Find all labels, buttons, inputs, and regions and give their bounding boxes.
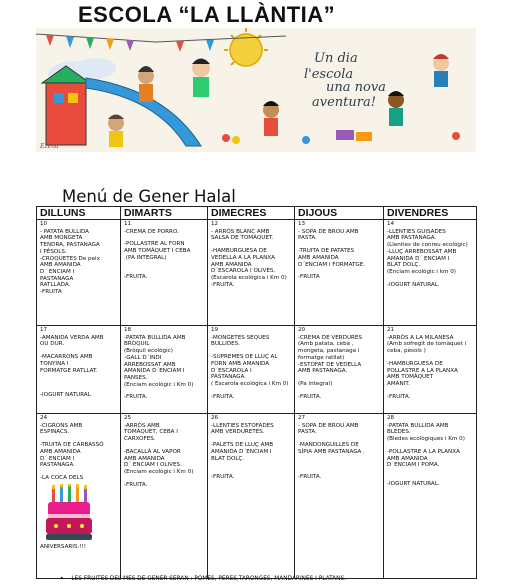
cell-date: 27 (298, 415, 306, 421)
banner-handwriting-line: una nova (326, 80, 386, 95)
dish-line: D´ESCAROLA I (211, 367, 252, 374)
dish-line: -MACARRONS AMB (40, 354, 93, 361)
menu-cell (295, 414, 384, 579)
birthday-cake-icon (46, 484, 92, 542)
menu-cell (295, 220, 384, 326)
dish-line: -FRUITA. (124, 394, 148, 401)
banner-handwriting-line: aventura! (312, 95, 376, 110)
dish-line: PASTANAGA. (211, 374, 246, 381)
dish-line: -FRUITA. (211, 474, 235, 481)
dish-line: AMB AMANIDA (211, 261, 252, 268)
table-row (37, 220, 477, 326)
dish-line: BLAT DOLÇ. (387, 262, 421, 269)
dish-line: - SOPA DE BROU AMB (298, 422, 359, 429)
dish-line: AMB MONGETA (40, 235, 83, 242)
cell-date: 17 (40, 327, 48, 333)
dish-line: PASTA. (298, 235, 317, 242)
dish-line: -FRUITA. (298, 393, 322, 400)
day-header: DIJOUS (295, 207, 384, 220)
menu-cell (384, 414, 477, 579)
school-banner-illustration (36, 28, 476, 152)
cell-date: 12 (211, 221, 219, 227)
dish-line: SALSA DE TOMÀQUET. (211, 235, 274, 242)
dish-line: AMB AMANIDA (40, 448, 81, 455)
dish-line: -GALL D´INDI (124, 354, 162, 361)
dish-line: AMB AMANIDA (40, 262, 81, 269)
dish-line: -FRUITA. (211, 281, 235, 288)
dish-line: PASTANAGA. (40, 462, 75, 469)
dish-line: AMB TOMÀQUET I CEBA (124, 248, 191, 255)
dish-line: PANSES. (124, 374, 148, 381)
dish-line: BRÒQUIL (124, 341, 150, 348)
menu-cell (208, 414, 295, 579)
cell-date: 28 (387, 415, 395, 421)
dish-line: formatge ratllat) (298, 354, 345, 361)
menu-cell (121, 220, 208, 326)
dish-line: AMB AMANIDA (298, 254, 339, 261)
cell-date: 11 (124, 221, 132, 227)
dish-line: -FRUITA. (211, 393, 235, 400)
dish-line: AMB VERDURETES. (211, 429, 265, 436)
dish-line: -HAMBURGUESA DE (387, 360, 443, 367)
cell-date: 20 (298, 327, 306, 333)
weekly-menu-table (36, 206, 477, 579)
dish-line: mongeta, pastanaga i (298, 348, 360, 355)
footer-note (60, 576, 346, 582)
dish-line: -FRUITA. (124, 481, 148, 488)
dish-line: ESPINACS. (40, 429, 70, 436)
cell-date: 24 (40, 415, 48, 421)
dish-line: -ARRÒS A LA MILANESA (387, 334, 454, 341)
dish-line: D´ ENCIAM I OLIVES. (124, 462, 182, 469)
dish-line: -TRUITA DE PATATES (298, 248, 355, 255)
dish-line: -MONGETES SEQUES (211, 334, 270, 341)
dish-line: - PATATA BULLIDA (40, 228, 90, 235)
dish-line: BLAT DOLÇ. (211, 455, 245, 462)
dish-line: D´ENCIAM I POMA. (387, 462, 440, 469)
dish-line: (Pa integral) (298, 380, 333, 387)
day-header: DIMECRES (208, 207, 295, 220)
menu-cell (121, 326, 208, 414)
dish-line: TONYINA I (40, 360, 69, 367)
menu-body (37, 220, 477, 579)
cell-date: 25 (124, 415, 132, 421)
dish-line: OU DUR. (40, 341, 65, 348)
dish-line: AMB PASTANAGA. (387, 235, 437, 242)
school-title: ESCOLA “LA LLÀNTIA” (78, 2, 336, 27)
dish-line: TENDRA, PASTANAGA (40, 242, 100, 249)
dish-line: (Amb sofregit de tomàquet i (387, 341, 467, 348)
dish-line: D´ ENCIAM I (40, 455, 75, 462)
dish-line: PASTANAGA (40, 275, 74, 282)
dish-line: -IOGURT NATURAL. (387, 480, 440, 487)
banner-handwriting-line: l'escola (304, 67, 354, 82)
dish-line: -PATATA BULLIDA AMB (124, 334, 186, 341)
day-header: DIMARTS (121, 207, 208, 220)
dish-line: -CREMA DE PORRO. (124, 228, 179, 235)
banner-signature: Ezena (40, 143, 59, 150)
dish-line: (Enciam ecològic i Km 0) (124, 468, 194, 475)
dish-line: (Bròquil ecològic) (124, 348, 173, 355)
dish-line: POLLASTRE A LA PLANXA (387, 367, 458, 374)
bullet-icon: • (60, 576, 64, 582)
dish-line: ARREBOSSAT AMB (124, 361, 176, 368)
cell-date: 18 (124, 327, 132, 333)
menu-cell (384, 326, 477, 414)
dish-line: -POLLASTRE AL FORN (124, 241, 185, 248)
dish-line: D´ESCAROLA I OLIVES. (211, 268, 276, 275)
cell-date: 26 (211, 415, 219, 421)
dish-line: -POLLASTRE A LA PLANXA (387, 448, 460, 455)
dish-line: -LLENTIES GUISADES (387, 228, 446, 235)
dish-line: -IOGURT NATURAL. (387, 281, 440, 288)
dish-line: -LLENTIES ESTOFADES (211, 422, 274, 429)
dish-line: RATLLADA. (40, 282, 71, 289)
dish-line: AMB AMANIDA (387, 455, 428, 462)
dish-line: -TRUITA DE CARBASSÓ (40, 442, 104, 449)
dish-line: ( Escarola ecològica i Km 0) (211, 380, 289, 387)
dish-line: BLEDES. (387, 429, 411, 436)
dish-line: D´ENCIAM I FORMATGE. (298, 261, 366, 268)
menu-cell (37, 414, 121, 579)
dish-line: -FRUITA. (124, 273, 148, 280)
dish-line: -BACALLÀ AL VAPOR (124, 448, 181, 455)
dish-line: (Bledes ecològiques i Km 0) (387, 436, 465, 443)
dish-line: (Escarola ecològica i Km 0) (211, 274, 287, 281)
menu-title: Menú de Gener Halal (62, 187, 236, 206)
dish-line: AMANIDA D´ENCIAM I (124, 368, 185, 375)
dish-line: -PATATA BULLIDA AMB (387, 422, 449, 429)
dish-line: -ARRÒS AMB (124, 422, 160, 429)
dish-line: I PÈSOLS. (40, 248, 67, 255)
dish-line: CARXOFES. (124, 436, 156, 443)
dish-line: FORMATGE RATLLAT. (40, 367, 98, 374)
dish-line: AMANIDA D´ENCIAM I (211, 448, 272, 455)
dish-line: D´ ENCIAM I (40, 268, 75, 275)
cell-date: 19 (211, 327, 219, 333)
dish-line: VEDELLA A LA PLANXA (211, 254, 275, 261)
dish-line: FORN AMB AMANIDA (211, 360, 270, 367)
menu-cell (208, 326, 295, 414)
menu-cell (208, 220, 295, 326)
dish-line: -CREMA DE VERDURES (298, 334, 363, 341)
table-row (37, 414, 477, 579)
dish-line: -FRUITA (298, 274, 320, 281)
menu-cell (295, 326, 384, 414)
menu-cell (121, 414, 208, 579)
dish-line: (Enciam ecològic i km 0) (387, 268, 456, 275)
dish-line: AMB TOMÀQUET (387, 374, 434, 381)
dish-line: (Amb patata, ceba , (298, 341, 354, 348)
menu-cell (37, 220, 121, 326)
dish-line: -PALETS DE LLUÇ AMB (211, 442, 274, 449)
cell-date: 14 (387, 221, 395, 227)
dish-line: AMB PASTANAGA. (298, 368, 348, 375)
dish-line: -HAMBURGUESA DE (211, 248, 267, 255)
dish-line: PASTA. (298, 429, 317, 436)
table-header-row (37, 207, 477, 220)
dish-line: -LLUÇ ARREBOSSAT AMB (387, 248, 457, 255)
dish-line: BULLIDES. (211, 341, 240, 348)
dish-line: -IOGURT NATURAL (40, 392, 91, 399)
cell-date: 13 (298, 221, 306, 227)
dish-line: -ESTOFAT DE VEDELLA (298, 361, 362, 368)
dish-line: -LA COCA DELS (40, 474, 84, 481)
dish-line: TOMÀQUET, CEBA I (124, 429, 178, 436)
dish-line: AMANIT. (387, 380, 410, 387)
day-header: DILLUNS (37, 207, 121, 220)
menu-cell (384, 220, 477, 326)
footer-text: LES FRUITES DEL MES DE GENER SERAN : POMES, PERES,TARONGES, MANDARINES I PLATANS. (71, 576, 347, 582)
menu-cell (37, 326, 121, 414)
dish-line: AMANIDA D´ ENCIAM I (387, 255, 450, 262)
dish-line: -FRUITA. (298, 473, 322, 480)
dish-line: ANIVERSARIS.!!! (40, 543, 86, 550)
dish-line: -MANDONGUILLES DE (298, 442, 359, 449)
banner-handwriting-line: Un dia (314, 51, 358, 66)
dish-line: AMB AMANIDA (124, 455, 165, 462)
dish-line: -FRUITA (40, 289, 62, 296)
dish-line: -CROQUETES De peix (40, 255, 100, 262)
cell-date: 10 (40, 221, 48, 227)
dish-line: (Enciam ecològic i Km 0) (124, 381, 194, 388)
dish-line: -AMANIDA VERDA AMB (40, 334, 104, 341)
dish-line: - ARRÒS BLANC AMB (211, 228, 270, 235)
dish-line: SÍPIA AMB PASTANAGA . (298, 448, 365, 455)
dish-line: -FRUITA. (387, 393, 411, 400)
dish-line: .(PA INTEGRAL) (124, 254, 167, 261)
dish-line: - SOPA DE BROU AMB (298, 228, 359, 235)
dish-line: -SUPREMES DE LLUÇ AL (211, 354, 278, 361)
dish-line: -CIGRONS AMB (40, 422, 83, 429)
cell-date: 21 (387, 327, 395, 333)
day-header: DIVENDRES (384, 207, 477, 220)
dish-line: ceba, pèsols ) (387, 348, 426, 355)
table-row (37, 326, 477, 414)
dish-line: (Llenties de conreu ecològic) (387, 242, 468, 249)
